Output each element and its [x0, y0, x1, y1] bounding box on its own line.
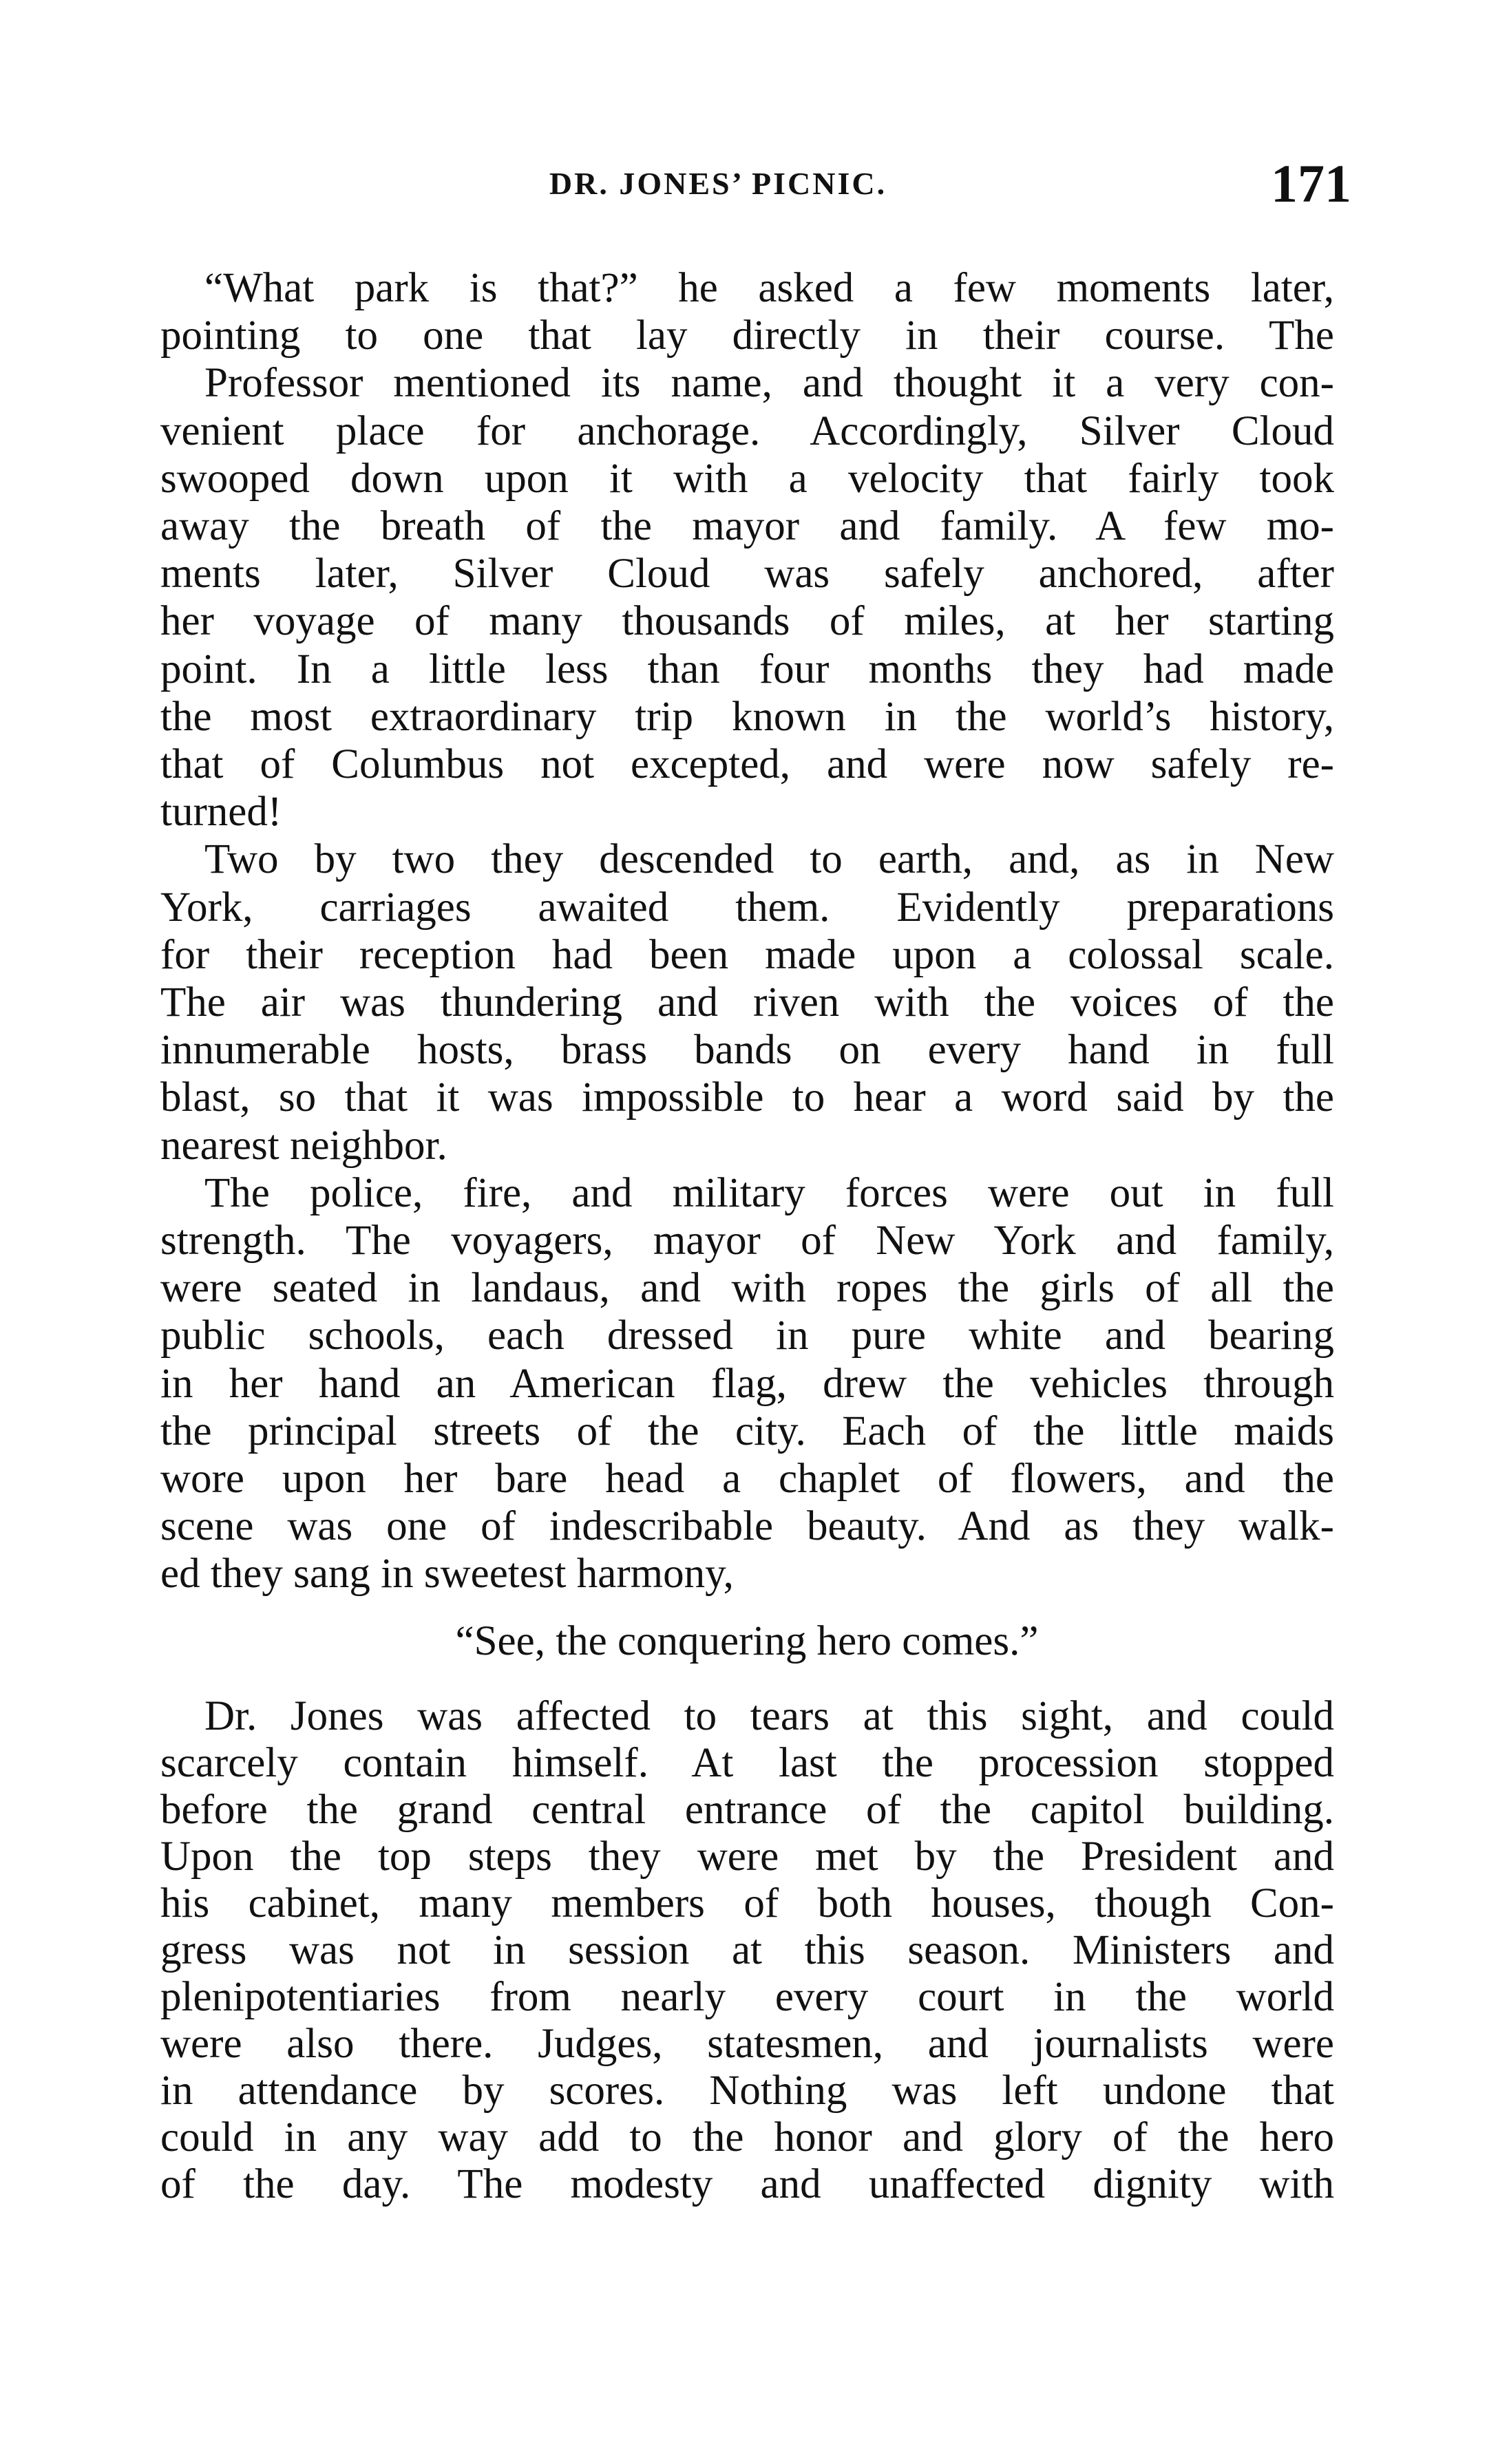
text-line: that of Columbus not excepted, and were now safely re-: [160, 741, 1334, 787]
text-line: turned!: [160, 789, 282, 836]
text-line: Dr. Jones was affected to tears at this sight, and could: [204, 1693, 1334, 1739]
text-line: The police, fire, and military forces were out in full: [204, 1169, 1334, 1216]
text-line: away the breath of the mayor and family. A few mo-: [160, 503, 1334, 549]
text-line: plenipotentiaries from nearly every court in the world: [160, 1974, 1334, 2020]
text-line: pointing to one that lay directly in their course. The: [160, 312, 1334, 359]
text-line: Professor mentioned its name, and thought it a very con-: [204, 360, 1334, 407]
text-line: blast, so that it was impossible to hear a word said by the: [160, 1074, 1334, 1121]
text-line: swooped down upon it with a velocity that fairly took: [160, 455, 1334, 502]
text-line: in attendance by scores. Nothing was left undone that: [160, 2068, 1334, 2114]
text-line: ments later, Silver Cloud was safely anchored, after: [160, 551, 1334, 597]
text-line: Upon the top steps they were met by the President and: [160, 1834, 1334, 1880]
text-line: point. In a little less than four months they had made: [160, 646, 1334, 692]
text-line: innumerable hosts, brass bands on every hand in full: [160, 1027, 1334, 1074]
text-line: strength. The voyagers, mayor of New York and family,: [160, 1218, 1334, 1264]
text-line: before the grand central entrance of the capitol building.: [160, 1787, 1334, 1833]
text-line: the principal streets of the city. Each of the little maids: [160, 1408, 1334, 1454]
text-line: were also there. Judges, statesmen, and journalists were: [160, 2021, 1334, 2067]
text-line: gress was not in session at this season. Ministers and: [160, 1927, 1334, 1973]
text-line: could in any way add to the honor and glory of the hero: [160, 2114, 1334, 2160]
text-line: wore upon her bare head a chaplet of flowers, and the: [160, 1456, 1334, 1502]
text-line: nearest neighbor.: [160, 1122, 447, 1169]
text-line: were seated in landaus, and with ropes the girls of all the: [160, 1265, 1334, 1312]
page-number: 171: [1271, 153, 1351, 213]
text-line: public schools, each dressed in pure white and bearing: [160, 1313, 1334, 1359]
text-line: venient place for anchorage. Accordingly, Silver Cloud: [160, 407, 1334, 454]
text-line: ed they sang in sweetest harmony,: [160, 1551, 734, 1597]
text-line: the most extraordinary trip known in the world’s history,: [160, 693, 1334, 740]
text-line: Two by two they descended to earth, and, as in New: [204, 836, 1334, 883]
text-line: scarcely contain himself. At last the procession stopped: [160, 1740, 1334, 1786]
text-line: her voyage of many thousands of miles, at her starting: [160, 598, 1334, 645]
text-line: scene was one of indescribable beauty. And as they walk-: [160, 1503, 1334, 1550]
text-line: in her hand an American flag, drew the vehicles through: [160, 1360, 1334, 1407]
chapter-title: DR. JONES’ PICNIC.: [549, 166, 887, 201]
text-line: for their reception had been made upon a colossal scale.: [160, 931, 1334, 978]
text-line: York, carriages awaited them. Evidently preparations: [160, 884, 1334, 931]
quoted-verse: “See, the conquering hero comes.”: [455, 1618, 1039, 1664]
text-line: “What park is that?” he asked a few moments later,: [204, 265, 1334, 311]
text-line: of the day. The modesty and unaffected dignity with: [160, 2161, 1334, 2207]
text-line: his cabinet, many members of both houses, though Con-: [160, 1880, 1334, 1926]
text-line: The air was thundering and riven with the voices of the: [160, 979, 1334, 1026]
